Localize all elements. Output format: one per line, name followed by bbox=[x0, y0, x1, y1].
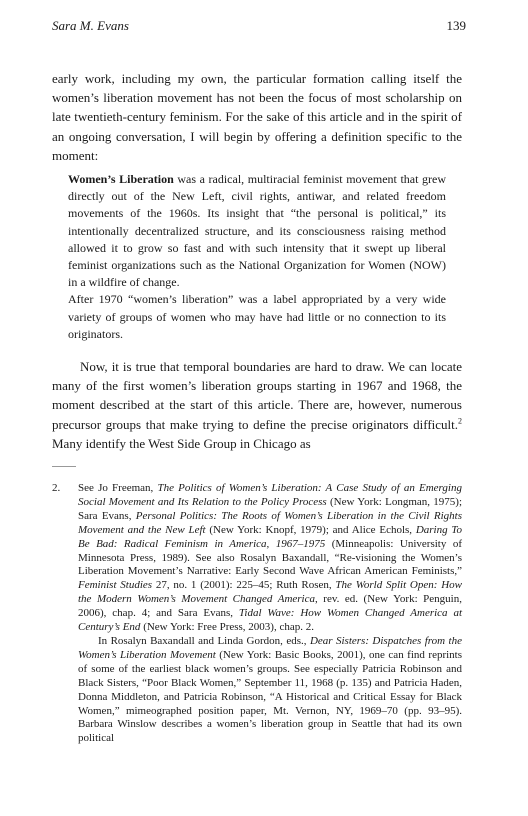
body-paragraph-1: early work, including my own, the particular formation calling itself the women’s liberation movement has not been the focus of most scholarship on late twentieth-century feminism. For the sake of this article and in the spirit of an ongoing conversation, I will begin by offering a definition specific to the moment: bbox=[52, 71, 462, 163]
footnote-reference[interactable]: 2 bbox=[458, 416, 462, 426]
citation-title: The World Split Open: How the Modern Women’s Movement Changed America bbox=[78, 579, 462, 606]
running-head bbox=[52, 18, 466, 34]
footnote-text: (New York: Free Press, 2003), chap. 2. bbox=[140, 621, 314, 634]
footnote-text: In Rosalyn Baxandall and Linda Gordon, eds., bbox=[98, 634, 310, 647]
page-number: 139 bbox=[446, 18, 466, 33]
footnote-text: (New York: Knopf, 1979); and Alice Echols, bbox=[205, 523, 416, 536]
definition-term: Women’s Liberation bbox=[68, 172, 174, 186]
definition-blockquote bbox=[68, 171, 446, 343]
footnote bbox=[52, 482, 462, 746]
footnote-paragraph-2 bbox=[78, 635, 462, 746]
footnote-divider bbox=[52, 466, 76, 467]
body-paragraph-2-text-b: Many identify the West Side Group in Chicago as bbox=[52, 435, 311, 451]
footnote-text: , rev. ed. (New York: Penguin, 2006), chap. 4; and Sara Evans, bbox=[78, 593, 462, 620]
footnote-text: (Minneapolis: University of Minnesota Press, 1989). See also Rosalyn Baxandall, “Re-visioning the Women’s Liberation Movement’s Narrative: Early Second Wave African American Feminists,” bbox=[78, 537, 462, 578]
definition-text-b: ) in a wildfire of change. bbox=[68, 258, 446, 290]
citation-title: Tidal Wave: How Women Changed America at Century’s End bbox=[78, 607, 463, 634]
body-paragraph-2 bbox=[52, 357, 462, 453]
footnote-text: See Jo Freeman, bbox=[78, 482, 158, 494]
citation-title: The Politics of Women’s Liberation: A Case Study of an Emerging Social Movement and Its Relation to the Policy Process bbox=[78, 482, 462, 508]
running-head-author: Sara M. Evans bbox=[52, 18, 129, 33]
citation-title: Dear Sisters: Dispatches from the Women’s Liberation Movement bbox=[78, 634, 462, 661]
citation-title: Daring To Be Bad: Radical Feminism in America, 1967–1975 bbox=[78, 523, 463, 550]
citation-title: Personal Politics: The Roots of Women’s Liberation in the Civil Rights Movement and the New Left bbox=[78, 509, 462, 536]
footnote-number: 2. bbox=[52, 482, 61, 494]
citation-title: Feminist Studies bbox=[78, 579, 153, 592]
body-paragraph-2-text-a: Now, it is true that temporal boundaries are hard to draw. We can locate many of the first women’s liberation groups starting in 1967 and 1968, the moment described at the start of this article. There are, however, numerous precursor groups that make trying to define the precise originators difficult. bbox=[52, 359, 462, 432]
footnote-body bbox=[78, 482, 462, 746]
footnote-text: (New York: Longman, 1975); Sara Evans, bbox=[78, 495, 462, 522]
definition-text-a: was a radical, multiracial feminist movement that grew directly out of the New Left, civil rights, antiwar, and related freedom movements of the 1960s. Its insight that “the personal is political,” its intentionally decentralized structure, and its consciousness raising method allowed it to grow so fast and with such intensity that it swept up liberal feminist organizations such as the National Organization for Women ( bbox=[68, 172, 446, 273]
definition-acronym: NOW bbox=[413, 258, 442, 273]
footnote-text: 27, no. 1 (2001): 225–45; Ruth Rosen, bbox=[152, 579, 336, 592]
footnote-paragraph-1 bbox=[78, 482, 462, 635]
footnote-text: (New York: Basic Books, 2001), one can find reprints of some of the earliest black women’s groups. See especially Patricia Robinson and Black Sisters, “Poor Black Women,” September 11, 1968 (p. 135) and Patricia Haden, Donna Middleton, and Patricia Robinson, “A Historical and Critical Essay for Black Women,” mimeographed position paper, Mt. Vernon, NY, 1969–70 (pp. 93–95). Barbara Winslow describes a women’s liberation group in Seattle that had its own political bbox=[78, 648, 463, 745]
definition-continuation: After 1970 “women’s liberation” was a label appropriated by a very wide variety of groups of women who may have had little or no connection to its originators. bbox=[68, 292, 446, 341]
